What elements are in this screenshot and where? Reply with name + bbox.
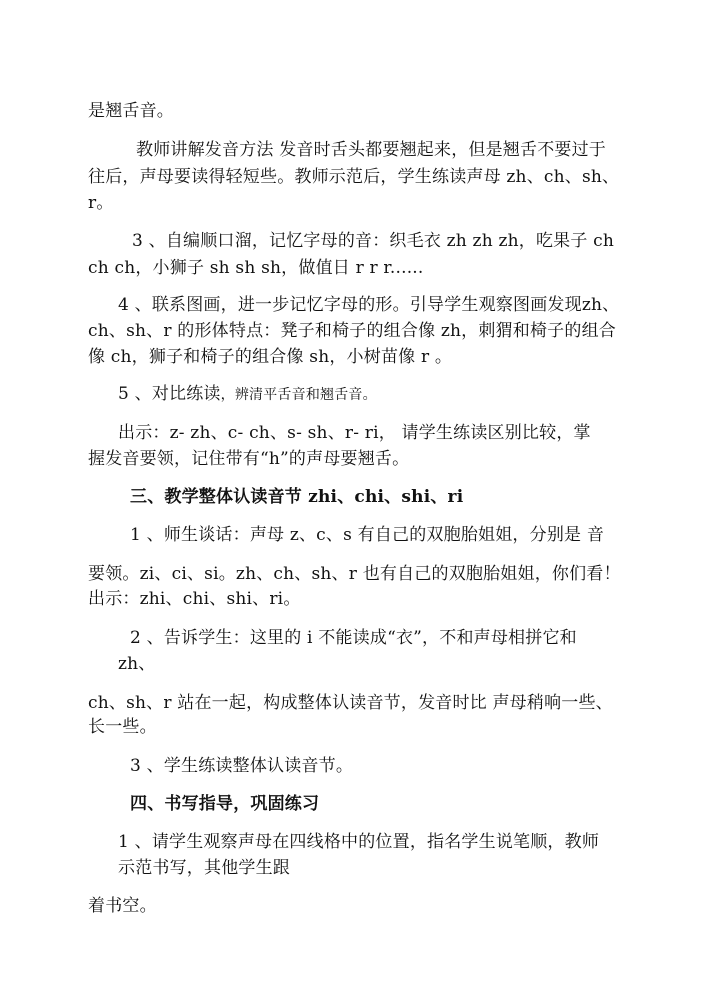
text-line: 3 、学生练读整体认读音节。: [130, 756, 354, 776]
text-line: zh、: [118, 654, 156, 674]
text-line: [118, 383, 377, 406]
text-line: 着书空。: [88, 896, 157, 916]
text-line: 1 、师生谈话：声母 z、c、s 有自己的双胞胎姐姐，分别是 音: [130, 525, 605, 545]
text-line: 握发音要领，记住带有“h”的声母要翘舌。: [88, 449, 410, 469]
text-line: 1 、请学生观察声母在四线格中的位置，指名学生说笔顺，教师: [118, 832, 600, 852]
section-heading: 四、书写指导，巩固练习: [130, 794, 320, 814]
text-run: 5 、对比练读: [118, 384, 221, 404]
text-line: 是翘舌音。: [88, 101, 174, 121]
text-line: 出示：zhi、chi、shi、ri。: [88, 589, 301, 609]
text-line: 出示：z- zh、c- ch、s- sh、r- ri， 请学生练读区别比较，掌: [118, 423, 591, 443]
text-line: ch ch，小狮子 sh sh sh，做值日 r r r......: [88, 258, 424, 278]
text-line: 3 、自编顺口溜，记忆字母的音：织毛衣 zh zh zh，吃果子 ch: [132, 231, 615, 251]
text-run-small: ，辨清平舌音和翘舌音。: [220, 387, 377, 403]
text-line: 4 、联系图画，进一步记忆字母的形。引导学生观察图画发现zh、: [118, 295, 620, 315]
text-line: 示范书写，其他学生跟: [118, 858, 290, 878]
text-line: 长一些。: [88, 717, 157, 737]
section-heading: 三、教学整体认读音节 zhi、chi、shi、ri: [130, 487, 464, 507]
text-line: r。: [88, 193, 114, 213]
text-line: 教师讲解发音方法 发音时舌头都要翘起来，但是翘舌不要过于: [136, 140, 607, 160]
text-line: ch、sh、r 站在一起，构成整体认读音节，发音时比 声母稍响一些、: [88, 693, 613, 713]
text-line: ch、sh、r 的形体特点：凳子和椅子的组合像 zh，刺猬和椅子的组合: [88, 321, 616, 341]
text-line: 2 、告诉学生：这里的 i 不能读成“衣”，不和声母相拼它和: [130, 628, 577, 648]
text-line: 要领。zi、ci、si。zh、ch、sh、r 也有自己的双胞胎姐姐，你们看！: [88, 564, 621, 584]
text-line: 像 ch，狮子和椅子的组合像 sh，小树苗像 r 。: [88, 347, 453, 367]
text-line: 往后，声母要读得轻短些。教师示范后，学生练读声母 zh、ch、sh、: [88, 167, 620, 187]
